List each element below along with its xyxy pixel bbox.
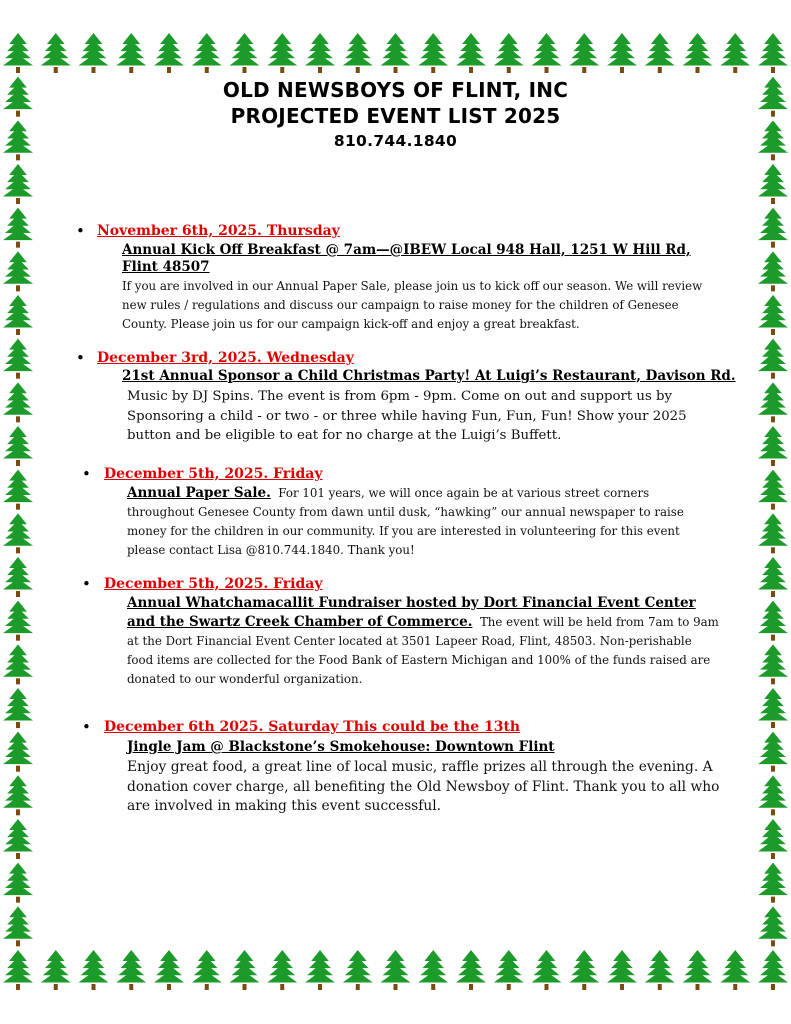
christmas-tree-icon — [758, 208, 788, 248]
christmas-tree-icon — [3, 732, 33, 772]
christmas-tree-icon — [79, 950, 109, 990]
christmas-tree-icon — [645, 33, 675, 73]
christmas-tree-icon — [305, 950, 335, 990]
christmas-tree-icon — [41, 950, 71, 990]
christmas-tree-icon — [3, 251, 33, 291]
christmas-tree-icon — [720, 950, 750, 990]
christmas-tree-icon — [569, 950, 599, 990]
christmas-tree-icon — [758, 295, 788, 335]
event-date: December 5th, 2025. Friday — [104, 576, 323, 592]
christmas-tree-icon — [230, 33, 260, 73]
bullet: • — [76, 222, 85, 240]
christmas-tree-icon — [758, 426, 788, 466]
christmas-tree-icon — [758, 863, 788, 903]
christmas-tree-icon — [3, 208, 33, 248]
christmas-tree-icon — [532, 33, 562, 73]
christmas-tree-icon — [418, 33, 448, 73]
christmas-tree-icon — [758, 339, 788, 379]
christmas-tree-icon — [3, 513, 33, 553]
christmas-tree-icon — [758, 775, 788, 815]
org-name: OLD NEWSBOYS OF FLINT, INC — [222, 78, 569, 102]
christmas-tree-icon — [758, 470, 788, 510]
christmas-tree-icon — [116, 33, 146, 73]
christmas-tree-icon — [267, 950, 297, 990]
christmas-tree-icon — [607, 950, 637, 990]
christmas-tree-icon — [381, 33, 411, 73]
event-title: Jingle Jam @ Blackstone’s Smokehouse: Downtown Flint — [127, 739, 555, 755]
phone-number: 810.744.1840 — [333, 132, 458, 150]
event-title: Annual Paper Sale. — [127, 485, 271, 501]
bullet: • — [82, 465, 91, 483]
event-date: December 5th, 2025. Friday — [104, 466, 323, 482]
event-title: 21st Annual Sponsor a Child Christmas Party! At Luigi’s Restaurant, Davison Rd. — [122, 368, 736, 384]
christmas-tree-icon — [154, 950, 184, 990]
event-date — [104, 718, 520, 736]
event-body — [127, 484, 712, 560]
christmas-tree-icon — [3, 601, 33, 641]
christmas-tree-icon — [3, 863, 33, 903]
christmas-tree-icon — [758, 601, 788, 641]
christmas-tree-icon — [758, 950, 788, 990]
christmas-tree-icon — [3, 382, 33, 422]
christmas-tree-icon — [456, 33, 486, 73]
christmas-tree-icon — [758, 33, 788, 73]
christmas-tree-icon — [3, 164, 33, 204]
event-description: For 101 years, we will once again be at various street corners throughout Genesee County from dawn until dusk, “hawking” our annual newspaper to raise money for the children in our community. If you are interested in volunteering for this event please contact Lisa @810.744.1840. Thank you! — [127, 486, 684, 557]
event-description: Enjoy great food, a great line of local music, raffle prizes all through the evening. A donation cover charge, all benefiting the Old Newsboy of Flint. Thank you to all who are involved in making this event successful. — [127, 759, 720, 814]
christmas-tree-icon — [305, 33, 335, 73]
christmas-tree-icon — [3, 775, 33, 815]
christmas-tree-icon — [192, 950, 222, 990]
christmas-tree-icon — [683, 950, 713, 990]
christmas-tree-icon — [3, 339, 33, 379]
christmas-tree-icon — [758, 557, 788, 597]
bullet: • — [76, 349, 85, 367]
christmas-tree-icon — [3, 688, 33, 728]
christmas-tree-icon — [3, 557, 33, 597]
christmas-tree-icon — [343, 950, 373, 990]
christmas-tree-icon — [154, 33, 184, 73]
event-description: The event will be held from 7am to 9am at the Dort Financial Event Center located at 3501 Lapeer Road, Flint, 48503. Non-perishable food items are collected for the Food Bank of Eastern Michigan and 100% of the funds raised are donated to our wonderful organization. — [127, 615, 719, 686]
christmas-tree-icon — [381, 950, 411, 990]
christmas-tree-icon — [758, 688, 788, 728]
christmas-tree-icon — [267, 33, 297, 73]
christmas-tree-icon — [418, 950, 448, 990]
christmas-tree-icon — [569, 33, 599, 73]
event-description: Music by DJ Spins. The event is from 6pm - 9pm. Come on out and support us by Sponsoring a child - or two - or three while having Fun, Fun, Fun! Show your 2025 button and be eligible to eat for no charge at the Luigi’s Buffett. — [127, 389, 687, 443]
event-date-suffix: . Saturday This could be the 13th — [258, 719, 521, 735]
christmas-tree-icon — [3, 426, 33, 466]
event-date: November 6th, 2025. Thursday — [97, 223, 340, 239]
christmas-tree-icon — [645, 950, 675, 990]
christmas-tree-icon — [116, 950, 146, 990]
christmas-tree-icon — [607, 33, 637, 73]
christmas-tree-icon — [758, 906, 788, 946]
event-body — [127, 594, 719, 689]
christmas-tree-icon — [758, 164, 788, 204]
christmas-tree-icon — [720, 33, 750, 73]
christmas-tree-icon — [683, 33, 713, 73]
christmas-tree-icon — [532, 950, 562, 990]
christmas-tree-icon — [758, 513, 788, 553]
christmas-tree-icon — [456, 950, 486, 990]
event-date-main: December 6th 2025 — [104, 719, 259, 735]
christmas-tree-icon — [3, 906, 33, 946]
christmas-tree-icon — [41, 33, 71, 73]
christmas-tree-icon — [758, 251, 788, 291]
christmas-tree-icon — [758, 644, 788, 684]
christmas-tree-icon — [192, 33, 222, 73]
christmas-tree-icon — [3, 644, 33, 684]
event-date: December 3rd, 2025. Wednesday — [97, 350, 354, 366]
bullet: • — [82, 718, 91, 736]
christmas-tree-icon — [494, 950, 524, 990]
page-title: PROJECTED EVENT LIST 2025 — [230, 104, 561, 128]
christmas-tree-icon — [343, 33, 373, 73]
christmas-tree-icon — [3, 950, 33, 990]
christmas-tree-icon — [758, 819, 788, 859]
christmas-tree-icon — [758, 732, 788, 772]
event-title: Annual Kick Off Breakfast @ 7am—@IBEW Local 948 Hall, 1251 W Hill Rd, Flint 48507 — [122, 242, 691, 275]
christmas-tree-icon — [230, 950, 260, 990]
header — [0, 78, 791, 150]
christmas-tree-icon — [758, 382, 788, 422]
christmas-tree-icon — [3, 470, 33, 510]
christmas-tree-icon — [3, 33, 33, 73]
christmas-tree-icon — [3, 819, 33, 859]
christmas-tree-icon — [79, 33, 109, 73]
event-title: Annual Whatchamacallit Fundraiser hosted by Dort Financial Event Center and the Swartz Creek Chamber of Commerce. — [127, 595, 696, 630]
christmas-tree-icon — [494, 33, 524, 73]
bullet: • — [82, 575, 91, 593]
christmas-tree-icon — [3, 295, 33, 335]
event-description: If you are involved in our Annual Paper Sale, please join us to kick off our season. We will review new rules / regulations and discuss our campaign to raise money for the children of Genesee County. Please join us for our campaign kick-off and enjoy a great breakfast. — [122, 279, 703, 331]
